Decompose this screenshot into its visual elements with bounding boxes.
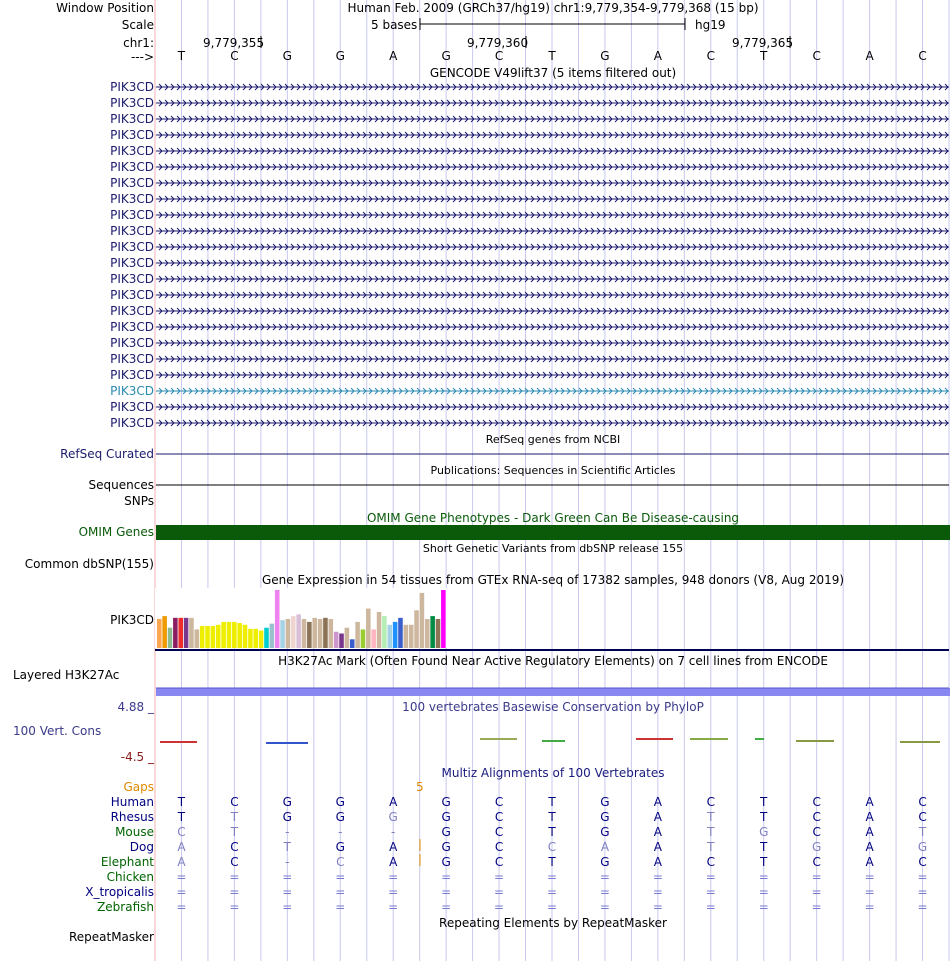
- base-letter: A: [865, 49, 874, 63]
- snps-track-label[interactable]: SNPs: [124, 494, 154, 508]
- gencode-gene-label[interactable]: PIK3CD: [110, 304, 154, 318]
- gtex-tissue-bar: [425, 619, 430, 648]
- multiz-aligned-base: =: [811, 900, 822, 914]
- multiz-aligned-base: G: [282, 810, 292, 824]
- multiz-aligned-base: A: [653, 840, 662, 854]
- gtex-tissue-bar: [414, 610, 419, 648]
- multiz-aligned-base: =: [176, 870, 187, 884]
- base-letter: G: [282, 49, 292, 63]
- multiz-aligned-base: =: [335, 885, 346, 899]
- strand-label: --->: [130, 50, 154, 64]
- multiz-aligned-base: C: [177, 825, 186, 839]
- gtex-tissue-bar: [205, 626, 210, 648]
- gtex-tissue-bar: [280, 620, 285, 648]
- multiz-aligned-base: G: [441, 810, 451, 824]
- multiz-aligned-base: =: [758, 900, 769, 914]
- multiz-aligned-base: G: [335, 810, 345, 824]
- multiz-aligned-base: =: [705, 885, 716, 899]
- multiz-species-label: Chicken: [106, 870, 154, 884]
- multiz-aligned-base: A: [177, 855, 186, 869]
- multiz-aligned-base: G: [441, 855, 451, 869]
- multiz-aligned-base: T: [548, 810, 556, 824]
- gencode-gene-label[interactable]: PIK3CD: [110, 416, 154, 430]
- multiz-aligned-base: T: [230, 810, 239, 824]
- multiz-aligned-base: -: [338, 825, 343, 839]
- scale-label: Scale: [121, 18, 154, 32]
- gtex-tissue-bar: [173, 618, 178, 648]
- base-letter: C: [812, 49, 821, 63]
- gtex-tissue-bar: [270, 624, 275, 648]
- multiz-aligned-base: T: [177, 810, 186, 824]
- gtex-tissue-bar: [253, 629, 258, 648]
- multiz-aligned-base: =: [176, 885, 187, 899]
- multiz-aligned-base: C: [812, 855, 821, 869]
- base-letter: C: [706, 49, 715, 63]
- gencode-gene-label[interactable]: PIK3CD: [110, 208, 154, 222]
- gtex-tissue-bar: [221, 622, 226, 648]
- multiz-aligned-base: =: [546, 900, 558, 914]
- h3k27ac-signal-band: [156, 688, 950, 696]
- multiz-aligned-base: G: [441, 795, 451, 809]
- phylop-score-mark: [636, 738, 673, 740]
- multiz-track-title[interactable]: Multiz Alignments of 100 Vertebrates: [441, 766, 665, 780]
- multiz-aligned-base: G: [335, 795, 345, 809]
- repeatmasker-track-label[interactable]: RepeatMasker: [68, 930, 154, 944]
- base-letter: T: [177, 49, 186, 63]
- gtex-tissue-bar: [398, 618, 403, 648]
- multiz-aligned-base: A: [653, 810, 662, 824]
- gtex-tissue-bar: [168, 628, 173, 648]
- gtex-tissue-bar: [264, 628, 269, 648]
- chrom-label: chr1:: [123, 36, 154, 50]
- omim-track-title[interactable]: OMIM Gene Phenotypes - Dark Green Can Be Disease-causing: [366, 511, 740, 525]
- multiz-aligned-base: C: [494, 840, 504, 854]
- gtex-tissue-bar: [339, 634, 344, 649]
- base-letter: C: [230, 49, 239, 63]
- multiz-aligned-base: =: [494, 885, 505, 899]
- multiz-aligned-base: -: [285, 855, 290, 869]
- gtex-tissue-bar: [345, 628, 350, 648]
- phylop-max-label: 4.88 _: [117, 700, 154, 714]
- multiz-aligned-base: =: [388, 900, 399, 914]
- gencode-gene-label[interactable]: PIK3CD: [110, 400, 154, 414]
- multiz-aligned-base: T: [177, 795, 186, 809]
- multiz-aligned-base: G: [282, 795, 292, 809]
- publications-track-title[interactable]: Publications: Sequences in Scientific Articles: [430, 464, 676, 477]
- multiz-aligned-base: =: [599, 900, 610, 914]
- multiz-aligned-base: =: [917, 885, 928, 899]
- gtex-tissue-bar: [232, 622, 237, 648]
- multiz-aligned-base: C: [230, 840, 239, 854]
- gtex-tissue-bar: [329, 619, 334, 648]
- gencode-gene-label[interactable]: PIK3CD: [110, 352, 154, 366]
- gtex-tissue-bar: [441, 590, 446, 648]
- gencode-gene-label[interactable]: PIK3CD: [110, 128, 154, 142]
- gtex-tissue-bar: [393, 622, 398, 648]
- gtex-tissue-bar: [436, 619, 441, 648]
- gtex-tissue-bar: [377, 612, 382, 648]
- gtex-tissue-bar: [350, 639, 355, 648]
- base-letter: G: [335, 49, 345, 63]
- window-position-label: Window Position: [56, 1, 154, 15]
- multiz-aligned-base: T: [283, 840, 291, 854]
- multiz-aligned-base: =: [599, 870, 610, 884]
- base-letter: T: [760, 49, 768, 63]
- multiz-aligned-base: =: [546, 870, 558, 884]
- multiz-aligned-base: =: [652, 900, 663, 914]
- multiz-aligned-base: =: [282, 870, 293, 884]
- multiz-aligned-base: C: [918, 795, 927, 809]
- multiz-aligned-base: G: [759, 825, 769, 839]
- multiz-aligned-base: =: [388, 885, 399, 899]
- multiz-aligned-base: A: [389, 795, 398, 809]
- multiz-aligned-base: =: [758, 885, 769, 899]
- h3k27ac-track-label[interactable]: Layered H3K27Ac: [13, 668, 120, 682]
- gtex-tissue-bar: [259, 631, 264, 648]
- multiz-aligned-base: =: [441, 900, 452, 914]
- gtex-tissue-bar: [307, 622, 312, 648]
- gtex-tissue-bar: [355, 622, 360, 648]
- multiz-aligned-base: T: [548, 855, 556, 869]
- base-letter: A: [389, 49, 398, 63]
- multiz-aligned-base: G: [441, 840, 451, 854]
- multiz-species-label: Elephant: [100, 855, 154, 869]
- gtex-tissue-bar: [409, 625, 414, 648]
- multiz-aligned-base: A: [600, 840, 610, 854]
- multiz-species-label: X_tropicalis: [85, 885, 154, 899]
- multiz-aligned-base: A: [865, 840, 874, 854]
- gtex-tissue-bar: [216, 625, 221, 648]
- phylop-min-label: -4.5 _: [120, 750, 154, 764]
- multiz-aligned-base: C: [812, 795, 821, 809]
- gtex-tissue-bar: [286, 619, 291, 648]
- coord-label-1: 9,779,355: [203, 36, 265, 50]
- gtex-tissue-bar: [200, 626, 205, 648]
- omim-track-label[interactable]: OMIM Genes: [78, 525, 154, 539]
- multiz-aligned-base: -: [391, 825, 396, 839]
- multiz-aligned-base: T: [760, 855, 768, 869]
- gencode-gene-label[interactable]: PIK3CD: [110, 288, 154, 302]
- gtex-tissue-bar: [361, 629, 366, 648]
- base-letter: A: [653, 49, 662, 63]
- multiz-aligned-base: T: [918, 825, 927, 839]
- multiz-aligned-base: T: [760, 840, 768, 854]
- multiz-aligned-base: =: [282, 885, 293, 899]
- refseq-track-title[interactable]: RefSeq genes from NCBI: [485, 433, 621, 446]
- gencode-gene-label[interactable]: PIK3CD: [110, 256, 154, 270]
- multiz-aligned-base: A: [865, 810, 874, 824]
- phylop-score-mark: [542, 740, 565, 742]
- multiz-aligned-base: C: [230, 855, 239, 869]
- multiz-species-label: Zebrafish: [97, 900, 154, 914]
- gaps-value: 5: [416, 780, 424, 794]
- coord-label-3: 9,779,365: [732, 36, 794, 50]
- multiz-aligned-base: C: [494, 810, 504, 824]
- phylop-track-title[interactable]: 100 vertebrates Basewise Conservation by PhyloP: [402, 700, 704, 714]
- multiz-aligned-base: A: [865, 825, 874, 839]
- multiz-aligned-base: C: [918, 810, 927, 824]
- gtex-track-label[interactable]: PIK3CD: [110, 613, 154, 627]
- multiz-aligned-base: C: [812, 825, 821, 839]
- multiz-aligned-base: G: [600, 795, 610, 809]
- gtex-tissue-bar: [162, 616, 167, 648]
- omim-feature-bar: [156, 525, 950, 540]
- multiz-aligned-base: A: [865, 855, 874, 869]
- gtex-tissue-bar: [291, 616, 296, 648]
- multiz-species-label: Rhesus: [110, 810, 154, 824]
- multiz-aligned-base: =: [811, 885, 822, 899]
- multiz-aligned-base: =: [229, 885, 240, 899]
- multiz-aligned-base: G: [600, 810, 610, 824]
- multiz-aligned-base: =: [335, 870, 346, 884]
- multiz-aligned-base: C: [706, 855, 715, 869]
- multiz-aligned-base: =: [441, 885, 452, 899]
- gencode-gene-label[interactable]: PIK3CD: [110, 80, 154, 94]
- gencode-gene-label[interactable]: PIK3CD: [110, 160, 154, 174]
- gtex-tissue-bar: [275, 590, 280, 648]
- multiz-aligned-base: G: [388, 810, 398, 824]
- phylop-score-mark: [755, 738, 764, 740]
- gtex-tissue-bar: [323, 618, 328, 648]
- multiz-aligned-base: =: [335, 900, 346, 914]
- gtex-tissue-bar: [334, 632, 339, 648]
- scale-bases-text: 5 bases: [371, 18, 418, 32]
- multiz-aligned-base: T: [548, 795, 556, 809]
- base-letter: C: [918, 49, 927, 63]
- phylop-score-mark: [690, 738, 728, 740]
- base-letter: G: [600, 49, 610, 63]
- multiz-aligned-base: =: [441, 870, 452, 884]
- phylop-track-label[interactable]: 100 Vert. Cons: [13, 724, 102, 738]
- repeatmasker-track-title[interactable]: Repeating Elements by RepeatMasker: [439, 916, 667, 930]
- multiz-aligned-base: T: [707, 810, 715, 824]
- multiz-aligned-base: =: [229, 870, 240, 884]
- window-position-value: Human Feb. 2009 (GRCh37/hg19) chr1:9,779,354-9,779,368 (15 bp): [347, 1, 759, 15]
- multiz-aligned-base: =: [864, 900, 875, 914]
- multiz-aligned-base: T: [707, 840, 715, 854]
- phylop-score-mark: [160, 741, 197, 743]
- phylop-score-mark: [266, 742, 308, 744]
- gtex-tissue-bar: [195, 629, 200, 648]
- gtex-tissue-bar: [302, 619, 307, 648]
- gaps-label: Gaps: [123, 780, 154, 794]
- publications-track-label[interactable]: Sequences: [88, 478, 154, 492]
- gtex-tissue-bar: [243, 625, 248, 648]
- gtex-tissue-bar: [430, 616, 435, 648]
- base-letter: C: [494, 49, 504, 63]
- multiz-aligned-base: G: [441, 825, 451, 839]
- multiz-aligned-base: =: [282, 900, 293, 914]
- gencode-gene-label[interactable]: PIK3CD: [110, 368, 154, 382]
- gtex-tissue-bar: [387, 625, 392, 648]
- multiz-aligned-base: T: [548, 825, 556, 839]
- gencode-gene-label[interactable]: PIK3CD: [110, 144, 154, 158]
- gtex-tissue-bar: [184, 618, 189, 648]
- coord-label-2: 9,779,360: [467, 36, 529, 50]
- refseq-track-label[interactable]: RefSeq Curated: [60, 447, 154, 461]
- multiz-aligned-base: G: [917, 840, 928, 854]
- multiz-aligned-base: C: [336, 855, 345, 869]
- gtex-track-title[interactable]: Gene Expression in 54 tissues from GTEx RNA-seq of 17382 samples, 948 donors (V8, Aug 2019): [261, 573, 845, 587]
- multiz-aligned-base: A: [389, 855, 398, 869]
- gtex-tissue-bar: [157, 619, 162, 648]
- multiz-aligned-base: C: [547, 840, 557, 854]
- multiz-aligned-base: G: [335, 840, 345, 854]
- multiz-aligned-base: T: [760, 795, 768, 809]
- gtex-tissue-bar: [318, 619, 323, 648]
- multiz-aligned-base: A: [653, 795, 662, 809]
- multiz-aligned-base: A: [653, 855, 662, 869]
- multiz-aligned-base: =: [494, 900, 505, 914]
- gencode-track-title[interactable]: GENCODE V49lift37 (5 items filtered out): [429, 66, 677, 80]
- gtex-tissue-bar: [227, 622, 232, 648]
- base-letter: T: [548, 49, 556, 63]
- multiz-aligned-base: =: [652, 870, 663, 884]
- gtex-tissue-bar: [237, 623, 242, 648]
- gencode-gene-label[interactable]: PIK3CD: [110, 176, 154, 190]
- scale-assembly-text: hg19: [695, 18, 726, 32]
- gtex-tissue-bar: [366, 609, 371, 648]
- multiz-aligned-base: G: [812, 840, 822, 854]
- gencode-gene-label[interactable]: PIK3CD: [110, 320, 154, 334]
- dbsnp-track-label[interactable]: Common dbSNP(155): [24, 557, 154, 571]
- multiz-aligned-base: C: [494, 795, 504, 809]
- multiz-aligned-base: =: [864, 870, 875, 884]
- h3k27ac-track-title[interactable]: H3K27Ac Mark (Often Found Near Active Regulatory Elements) on 7 cell lines from ENCODE: [278, 654, 828, 668]
- gencode-gene-label[interactable]: PIK3CD: [110, 96, 154, 110]
- phylop-score-mark: [900, 741, 940, 743]
- multiz-aligned-base: =: [652, 885, 663, 899]
- multiz-aligned-base: C: [494, 855, 504, 869]
- multiz-aligned-base: A: [653, 825, 662, 839]
- gtex-tissue-bar: [296, 614, 301, 648]
- phylop-score-mark: [480, 738, 517, 740]
- multiz-aligned-base: G: [600, 825, 610, 839]
- multiz-aligned-base: T: [707, 825, 715, 839]
- gencode-gene-label[interactable]: PIK3CD: [110, 384, 154, 398]
- gtex-tissue-bar: [371, 629, 376, 648]
- multiz-aligned-base: -: [285, 825, 290, 839]
- multiz-aligned-base: T: [230, 825, 239, 839]
- multiz-aligned-base: =: [705, 870, 716, 884]
- gtex-tissue-bar: [211, 626, 216, 648]
- gencode-gene-label[interactable]: PIK3CD: [110, 192, 154, 206]
- multiz-aligned-base: =: [864, 885, 875, 899]
- multiz-aligned-base: =: [176, 900, 187, 914]
- multiz-aligned-base: =: [599, 885, 610, 899]
- multiz-aligned-base: G: [600, 855, 610, 869]
- multiz-aligned-base: A: [177, 840, 186, 854]
- gtex-tissue-bar: [189, 618, 194, 648]
- gencode-gene-label[interactable]: PIK3CD: [110, 112, 154, 126]
- multiz-aligned-base: T: [760, 810, 768, 824]
- gtex-tissue-bar: [312, 618, 317, 648]
- multiz-species-label: Mouse: [115, 825, 154, 839]
- multiz-aligned-base: =: [229, 900, 240, 914]
- multiz-aligned-base: A: [865, 795, 874, 809]
- gtex-tissue-bar: [420, 593, 425, 648]
- multiz-aligned-base: =: [705, 900, 716, 914]
- gencode-gene-label[interactable]: PIK3CD: [110, 224, 154, 238]
- multiz-aligned-base: C: [812, 810, 821, 824]
- multiz-aligned-base: C: [706, 795, 715, 809]
- dbsnp-track-title[interactable]: Short Genetic Variants from dbSNP release 155: [422, 542, 684, 555]
- gtex-tissue-bar: [382, 616, 387, 648]
- base-letter: G: [441, 49, 451, 63]
- multiz-aligned-base: =: [917, 870, 928, 884]
- gtex-tissue-bar: [248, 629, 253, 648]
- multiz-aligned-base: =: [494, 870, 505, 884]
- multiz-species-label: Human: [110, 795, 154, 809]
- gencode-gene-label[interactable]: PIK3CD: [110, 336, 154, 350]
- multiz-aligned-base: C: [494, 825, 504, 839]
- multiz-aligned-base: C: [230, 795, 239, 809]
- phylop-score-mark: [796, 740, 834, 742]
- multiz-aligned-base: =: [758, 870, 769, 884]
- gencode-gene-label[interactable]: PIK3CD: [110, 240, 154, 254]
- multiz-aligned-base: C: [918, 855, 927, 869]
- multiz-aligned-base: =: [388, 870, 399, 884]
- multiz-aligned-base: A: [389, 840, 398, 854]
- multiz-aligned-base: =: [811, 870, 822, 884]
- gtex-tissue-bar: [404, 625, 409, 648]
- multiz-aligned-base: =: [546, 885, 558, 899]
- multiz-aligned-base: =: [917, 900, 928, 914]
- multiz-species-label: Dog: [129, 840, 154, 854]
- gtex-tissue-bar: [178, 618, 183, 648]
- gencode-gene-label[interactable]: PIK3CD: [110, 272, 154, 286]
